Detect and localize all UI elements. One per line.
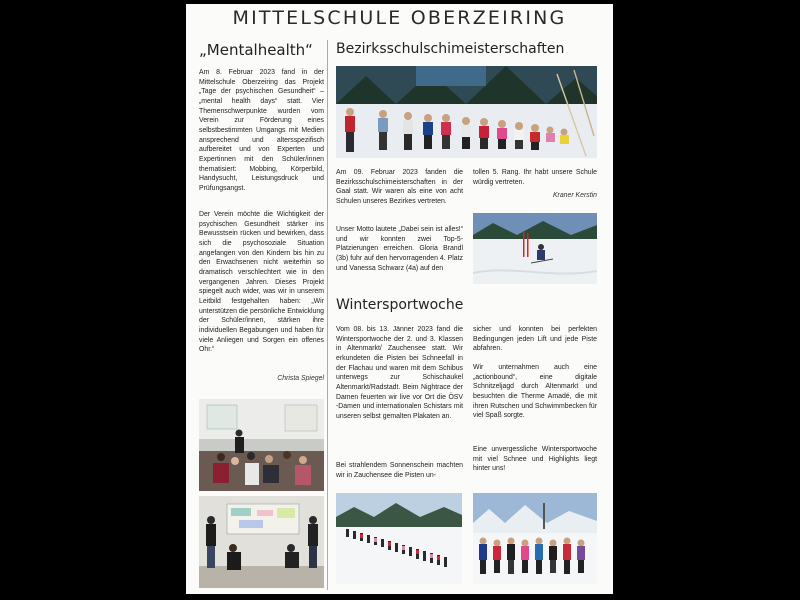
classroom-photo — [199, 399, 324, 491]
mentalhealth-paragraph-2: Der Verein möchte die Wichtigkeit der psychischen Gesundheit stärker ins Bewusstsein rücken und bewirken, dass sich die psychosoziale Situation angefangen von den Kindern bis hin zu den Erwachsenen nicht weiterhin so dramatisch verschlechtert wie in den vergangenen Jahren. Dieses Projekt spiegelt auch wider, was wir in unserem Leitbild festgehalten haben: „Wir unterstützen die persönliche Entwicklung der Schüler/innen, stärken ihre individuellen Begabungen und haben für viele Anliegen und Sorgen ein offenes Ohr.“ — [199, 211, 324, 354]
wintersport-paragraph-4: Wir unternahmen auch eine „actionbound“, eine digitale Schnitzeljagd durch Altenmarkt und besuchten die Therme Amadé, die mit ihren Rutschen und Schwimmbecken für viel Spaß sorgte. — [473, 364, 597, 420]
mentalhealth-author: Christa Spiegel — [277, 375, 324, 382]
ski-team-photo — [336, 66, 597, 158]
bezirk-title: Bezirksschulschimeisterschaften — [336, 41, 565, 57]
ski-line-photo — [336, 493, 462, 584]
poster-group-photo — [199, 496, 324, 588]
wintersport-paragraph-1: Vom 08. bis 13. Jänner 2023 fand die Wintersportwoche der 2. und 3. Klassen in Altenmarkt/ Zauchensee statt. Wir erkundeten die Pisten bei Schneefall in der Flachau und waren mit dem Schibus unterwegs zur Schischaukel Altenmarkt/Radstadt. Beim Nightrace der Damen feuerten wir live vor Ort die ÖSV -Damen und internationalen Schistars mit unseren selbst gemalten Plakaten an. — [336, 326, 463, 420]
newsletter-page — [186, 4, 613, 594]
bezirk-paragraph-2: Unser Motto lautete „Dabei sein ist alles!“ und wir konnten zwei Top-5-Platzierungen erreichen. Gloria Brandl (3b) fuhr auf den hervorragenden 4. Platz und Vanessa Schwarz (4a) auf den — [336, 226, 463, 272]
masthead: MITTELSCHULE OBERZEIRING — [232, 7, 567, 29]
slalom-photo — [473, 213, 597, 284]
bezirk-paragraph-3: tollen 5. Rang. Ihr habt unsere Schule würdig vertreten. — [473, 169, 597, 186]
bezirk-author: Kraner Kerstin — [552, 192, 597, 199]
ski-group-photo — [473, 493, 597, 584]
bezirk-paragraph-1: Am 09. Februar 2023 fanden die Bezirksschulschimeisterschaften in der Gaal statt. Wir waren als eine von acht Schulen unseres Bezirkes vertreten. — [336, 169, 463, 205]
column-divider — [327, 40, 328, 590]
wintersport-paragraph-3: sicher und konnten bei perfekten Bedingungen jeden Lift und jede Piste abfahren. — [473, 326, 597, 353]
mentalhealth-paragraph-1: Am 8. Februar 2023 fand in der Mittelschule Oberzeiring das Projekt „Tage der psychischen Gesundheit“ – „mental health days“ statt. Vier Themenschwerpunkte wurden vom Verein zur Förderung eines selbstbestimmten Umgangs mit Medien ansprechend und altersspezifisch aufbereitet und von Experten und Expertinnen mit den Schüler/innen thematisiert: Mobbing, Körperbild, Handysucht, Leistungsdruck und Prüfungsangst. — [199, 69, 324, 192]
wintersport-paragraph-2: Bei strahlendem Sonnenschein machten wir in Zauchensee die Pisten un- — [336, 462, 463, 479]
mentalhealth-title: „Mentalhealth“ — [199, 41, 313, 59]
wintersport-paragraph-5: Eine unvergessliche Wintersportwoche mit viel Schnee und Highlights liegt hinter uns! — [473, 446, 597, 473]
wintersport-title: Wintersportwoche — [336, 297, 464, 313]
